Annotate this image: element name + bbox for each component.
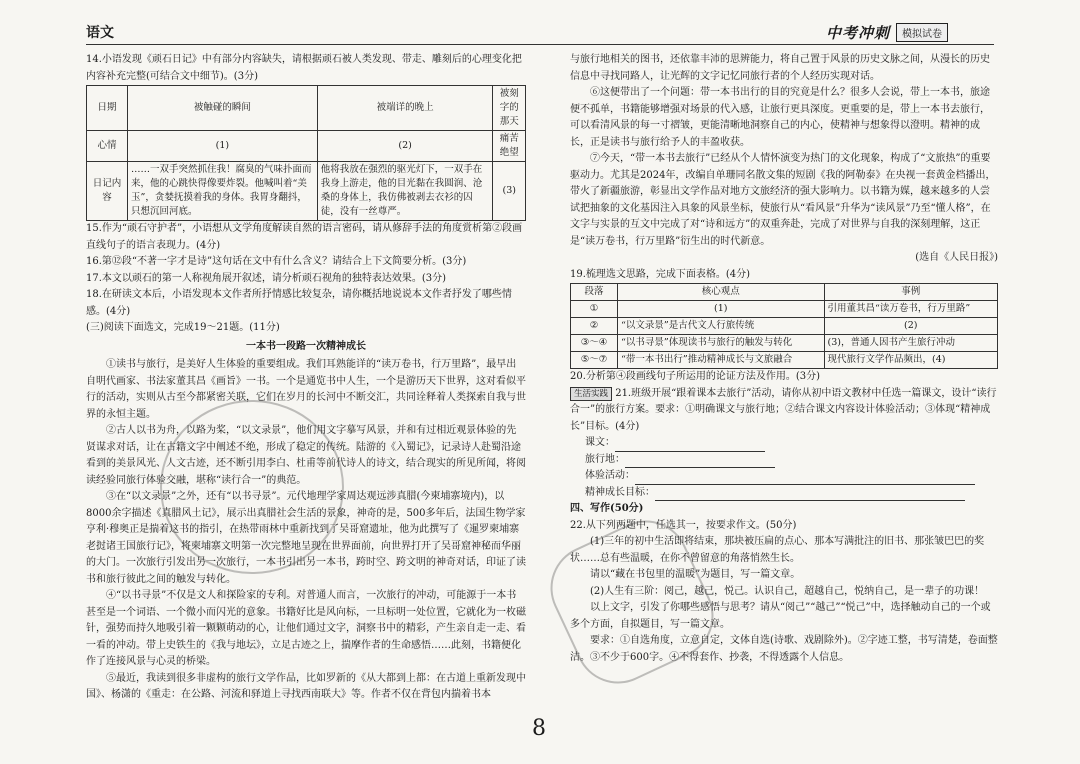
table-cell: (1) bbox=[618, 301, 825, 318]
essay-source: (选自《人民日报》) bbox=[915, 252, 998, 263]
header-subject: 语文 bbox=[86, 25, 114, 41]
brand-logo: 中考冲刺 bbox=[826, 24, 891, 42]
table-header: 段落 bbox=[571, 284, 618, 301]
table-cell: (3) bbox=[493, 162, 526, 221]
table-header: 事例 bbox=[824, 284, 998, 301]
stone-diary-table bbox=[86, 85, 526, 221]
table-cell: 现代旅行文学作品频出，(4) bbox=[824, 352, 998, 369]
answer-field bbox=[570, 485, 998, 502]
field-label: 旅行地： bbox=[585, 453, 625, 465]
answer-field bbox=[570, 435, 998, 452]
answer-line[interactable] bbox=[635, 472, 975, 485]
table-cell: ② bbox=[571, 318, 618, 335]
essay-paragraph: 与旅行地相关的图书，还依靠丰沛的思辨能力，将自己置于风景的历史文脉之间，从漫长的历史信息中寻找同路人，让光辉的文字记忆同旅行者的个人经历实现对话。 bbox=[570, 54, 990, 82]
prompt-option-1-requirement: 请以“藏在书包里的温暖”为题目，写一篇文章。 bbox=[590, 569, 801, 580]
outline-table bbox=[570, 283, 998, 369]
essay-paragraph: ⑥这便带出了一个问题：带一本书出行的目的究竟是什么？很多人会说，带上一本书，旅途便不孤单，书籍能够增强对场景的代入感，让旅行更具深度。更重要的是，带上一本书去旅行，可以看清风景的每一寸褶皱，更能清晰地洞察自己的内心，使精神与想象得以澄明。精神的成长，正是读书与旅行给予人的丰盈收获。 bbox=[570, 87, 990, 148]
answer-line[interactable] bbox=[655, 488, 965, 501]
answer-line[interactable] bbox=[625, 455, 775, 468]
question-21-text: 21.班级开展“跟着课本去旅行”活动，请你从初中语文教材中任选一篇课文，设计“读行合一”的旅行方案。要求：①明确课文与旅行地；②结合课文内容设计体验活动；③体现“精神成长”目标。(4分) bbox=[570, 387, 997, 432]
life-practice-tag: 生活实践 bbox=[570, 387, 612, 401]
question-16: 16.第⑫段“不著一字才是诗”这句话在文中有什么含义？请结合上下文简要分析。(3分) bbox=[86, 256, 467, 267]
prompt-option-2-requirement: 以上文字，引发了你哪些感悟与思考？请从“阅己”“越己”“悦己”中，选择触动自己的一个或多个方面，自拟题目，写一篇文章。 bbox=[570, 602, 991, 630]
essay-paragraph: ④“以书寻景”不仅是文人和探险家的专利。对普通人而言，一次旅行的冲动，可能源于一本书甚至是一个词语、一个微小而闪光的意象。书籍好比是风向标，一旦标明一处位置，它就化为一枚磁针，强势而持久地吸引着一颗颗萌动的心，让他们通过文字，洞察书中的精彩，产生亲自走一走、看一看的冲动。带上史铁生的《我与地坛》，立足古迹之上，揣摩作者的生命感悟……此刻，书籍便化作了连接风景与心灵的桥梁。 bbox=[86, 590, 526, 667]
table-cell: (3)，普通人因书产生旅行冲动 bbox=[824, 335, 998, 352]
essay-title: 一本书一段路一次精神成长 bbox=[246, 340, 366, 352]
table-cell: 心情 bbox=[87, 131, 128, 162]
watermark-stamp bbox=[160, 400, 344, 574]
question-22: 22.从下列两题中，任选其一，按要求作文。(50分) bbox=[570, 519, 797, 531]
essay-paragraph: ①读书与旅行，是美好人生体验的重要组成。我们耳熟能详的“读万卷书，行万里路”，最早出自明代画家、书法家董其昌《画旨》一书。一个是通览书中人生，一个是游历天下世界，这对看似平行的活动，实则从古至今都紧密关联，它们在岁月的长河中不断交汇，共同诠释着人类探索自我与世界的永恒主题。 bbox=[86, 359, 526, 420]
answer-field bbox=[570, 452, 998, 469]
page-number: 8 bbox=[532, 716, 546, 741]
table-cell: 日记内容 bbox=[87, 162, 128, 221]
question-14: 14.小语发现《顽石日记》中有部分内容缺失，请根据顽石被人类发现、带走、雕刻后的心理变化把内容补充完整(可结合文中细节)。(3分) bbox=[86, 54, 522, 82]
question-19: 19.梳理选文思路，完成下面表格。(4分) bbox=[570, 268, 751, 280]
essay-paragraph: ②古人以书为舟，以路为桨，“以文录景”，他们用文字摹写风景，并和有过相近观景体验的先贤谋求对话，让在古籍文字中阐述不绝，形成了稳定的传统。陆游的《入蜀记》，记录诗人赴蜀沿途看到的美景风光、人文古迹，还不断引用李白、杜甫等前代诗人的诗文，结合现实的所见所闻，将阅读经验同旅行体验交融，堪称“读行合一”的典范。 bbox=[86, 425, 526, 486]
brand-header bbox=[826, 22, 948, 43]
table-cell: “带一本书出行”推动精神成长与文旅融合 bbox=[618, 352, 825, 369]
prompt-option-2: (2)人生有三阶：阅己，越己，悦己。认识自己，超越自己，悦纳自己，是一辈子的功课！ bbox=[590, 585, 985, 597]
table-cell: “以书寻景”体现读书与旅行的触发与转化 bbox=[618, 335, 825, 352]
header-rule bbox=[86, 44, 994, 45]
brand-tag: 模拟试卷 bbox=[896, 23, 948, 42]
part-4-heading: 四、写作(50分) bbox=[570, 503, 644, 514]
writing-requirements: 要求：①自选角度，立意自定，文体自选(诗歌、戏剧除外)。②字迹工整，书写清楚，卷面整洁。③不少于600字。④不得套作、抄袭，不得透露个人信息。 bbox=[570, 635, 998, 663]
table-header: 被触碰的瞬间 bbox=[128, 86, 318, 131]
table-header: 日期 bbox=[87, 86, 128, 131]
table-cell: (1) bbox=[128, 131, 318, 162]
essay-paragraph: ⑤最近，我读到很多非虚构的旅行文学作品，比如罗新的《从大都到上都：在古道上重新发现中国》、杨潇的《重走：在公路、河流和驿道上寻找西南联大》等。作者不仅在背包内揣着书本 bbox=[86, 672, 526, 700]
prompt-option-1: (1)三年的初中生活即将结束，那块被压扁的点心、那本写满批注的旧书、那张皱巴巴的奖状……总有些温暖，在你不曾留意的角落悄然生长。 bbox=[570, 536, 985, 564]
table-cell: 他将我放在强烈的驱光灯下，一双手在我身上游走，他的目光黏在我圆润、沧桑的身体上，我仿佛被剥去衣衫的囚徒，没有一丝尊严。 bbox=[317, 162, 493, 221]
table-cell: 引用董其昌“读万卷书，行万里路” bbox=[824, 301, 998, 318]
left-column bbox=[86, 52, 526, 704]
table-header: 核心观点 bbox=[618, 284, 825, 301]
question-21 bbox=[570, 386, 998, 436]
section-3-heading: (三)阅读下面选文，完成19～21题。(11分) bbox=[86, 322, 280, 333]
field-label: 课文： bbox=[585, 437, 615, 448]
question-15: 15.作为“顽石守护者”，小语想从文学角度解读自然的语言密码，请从修辞手法的角度赏析第②段画直线句子的语言表现力。(4分) bbox=[86, 223, 523, 251]
table-cell: (2) bbox=[824, 318, 998, 335]
answer-field bbox=[570, 468, 998, 485]
table-header: 被端详的晚上 bbox=[317, 86, 493, 131]
table-cell: (2) bbox=[317, 131, 493, 162]
answer-line[interactable] bbox=[615, 439, 765, 452]
table-header: 被刻字的那天 bbox=[493, 86, 526, 131]
question-18: 18.在研读文本后，小语发现本文作者所抒情感比较复杂，请你概括地说说本文作者抒发了哪些情感。(4分) bbox=[86, 289, 512, 317]
table-cell: ……一双手突然抓住我！腐臭的气味扑面而来，他的心跳快得像要炸裂。他喊叫着“美玉”，贪婪抚摸着我的身体。我胃身翻抖，只想沉回河底。 bbox=[128, 162, 318, 221]
table-cell: ⑤～⑦ bbox=[571, 352, 618, 369]
table-cell: 痛苦绝望 bbox=[493, 131, 526, 162]
table-cell: ① bbox=[571, 301, 618, 318]
field-label: 精神成长目标： bbox=[585, 486, 655, 498]
field-label: 体验活动： bbox=[585, 470, 635, 481]
table-cell: ③～④ bbox=[571, 335, 618, 352]
table-cell: “以文录景”是古代文人行旅传统 bbox=[618, 318, 825, 335]
essay-paragraph: ⑦今天，“带一本书去旅行”已经从个人情怀演变为热门的文化现象，构成了“文旅热”的重要驱动力。尤其是2024年，改编自单珊同名散文集的短剧《我的阿勒泰》在央视一套黄金档播出，带火了新疆旅游，彰显出文学作品对地方文旅经济的强大影响力。以书籍为媒，越来越多的人尝试把抽象的文化基因注入具象的风景坐标，使旅行从“看风景”升华为“读风景”乃至“懂人格”，在文字与实景的互文中完成了对“诗和远方”的双重奔赴，完成了对世界与自我的深刻理解，这正是“读万卷书，行万里路”衍生出的时代新意。 bbox=[570, 153, 996, 247]
essay-paragraph: ③在“以文录景”之外，还有“以书寻景”。元代地理学家周达观远涉真腊(今柬埔寨境内)，以8000余字描述《真腊风土记》，展示出真腊社会生活的景象，神奇的是，500多年后，法国生物学家亨利·穆奥正是揣着这书的指引，在热带雨林中重新找到了吴哥窟遗址，他为此撰写了《暹罗柬埔寨老挝诸王国旅行记》，将柬埔寨文明第一次完整地呈现在世界面前，向世界打开了吴哥窟神秘而华丽的大门。一次旅行引发出另一次旅行，一本书引出另一本书，跨时空、跨文明的神奇对话，印证了读书和旅行彼此之间的触发与转化。 bbox=[86, 491, 526, 585]
question-17: 17.本文以顽石的第一人称视角展开叙述，请分析顽石视角的独特表达效果。(3分) bbox=[86, 272, 447, 284]
question-20: 20.分析第④段画线句子所运用的论证方法及作用。(3分) bbox=[570, 371, 821, 382]
